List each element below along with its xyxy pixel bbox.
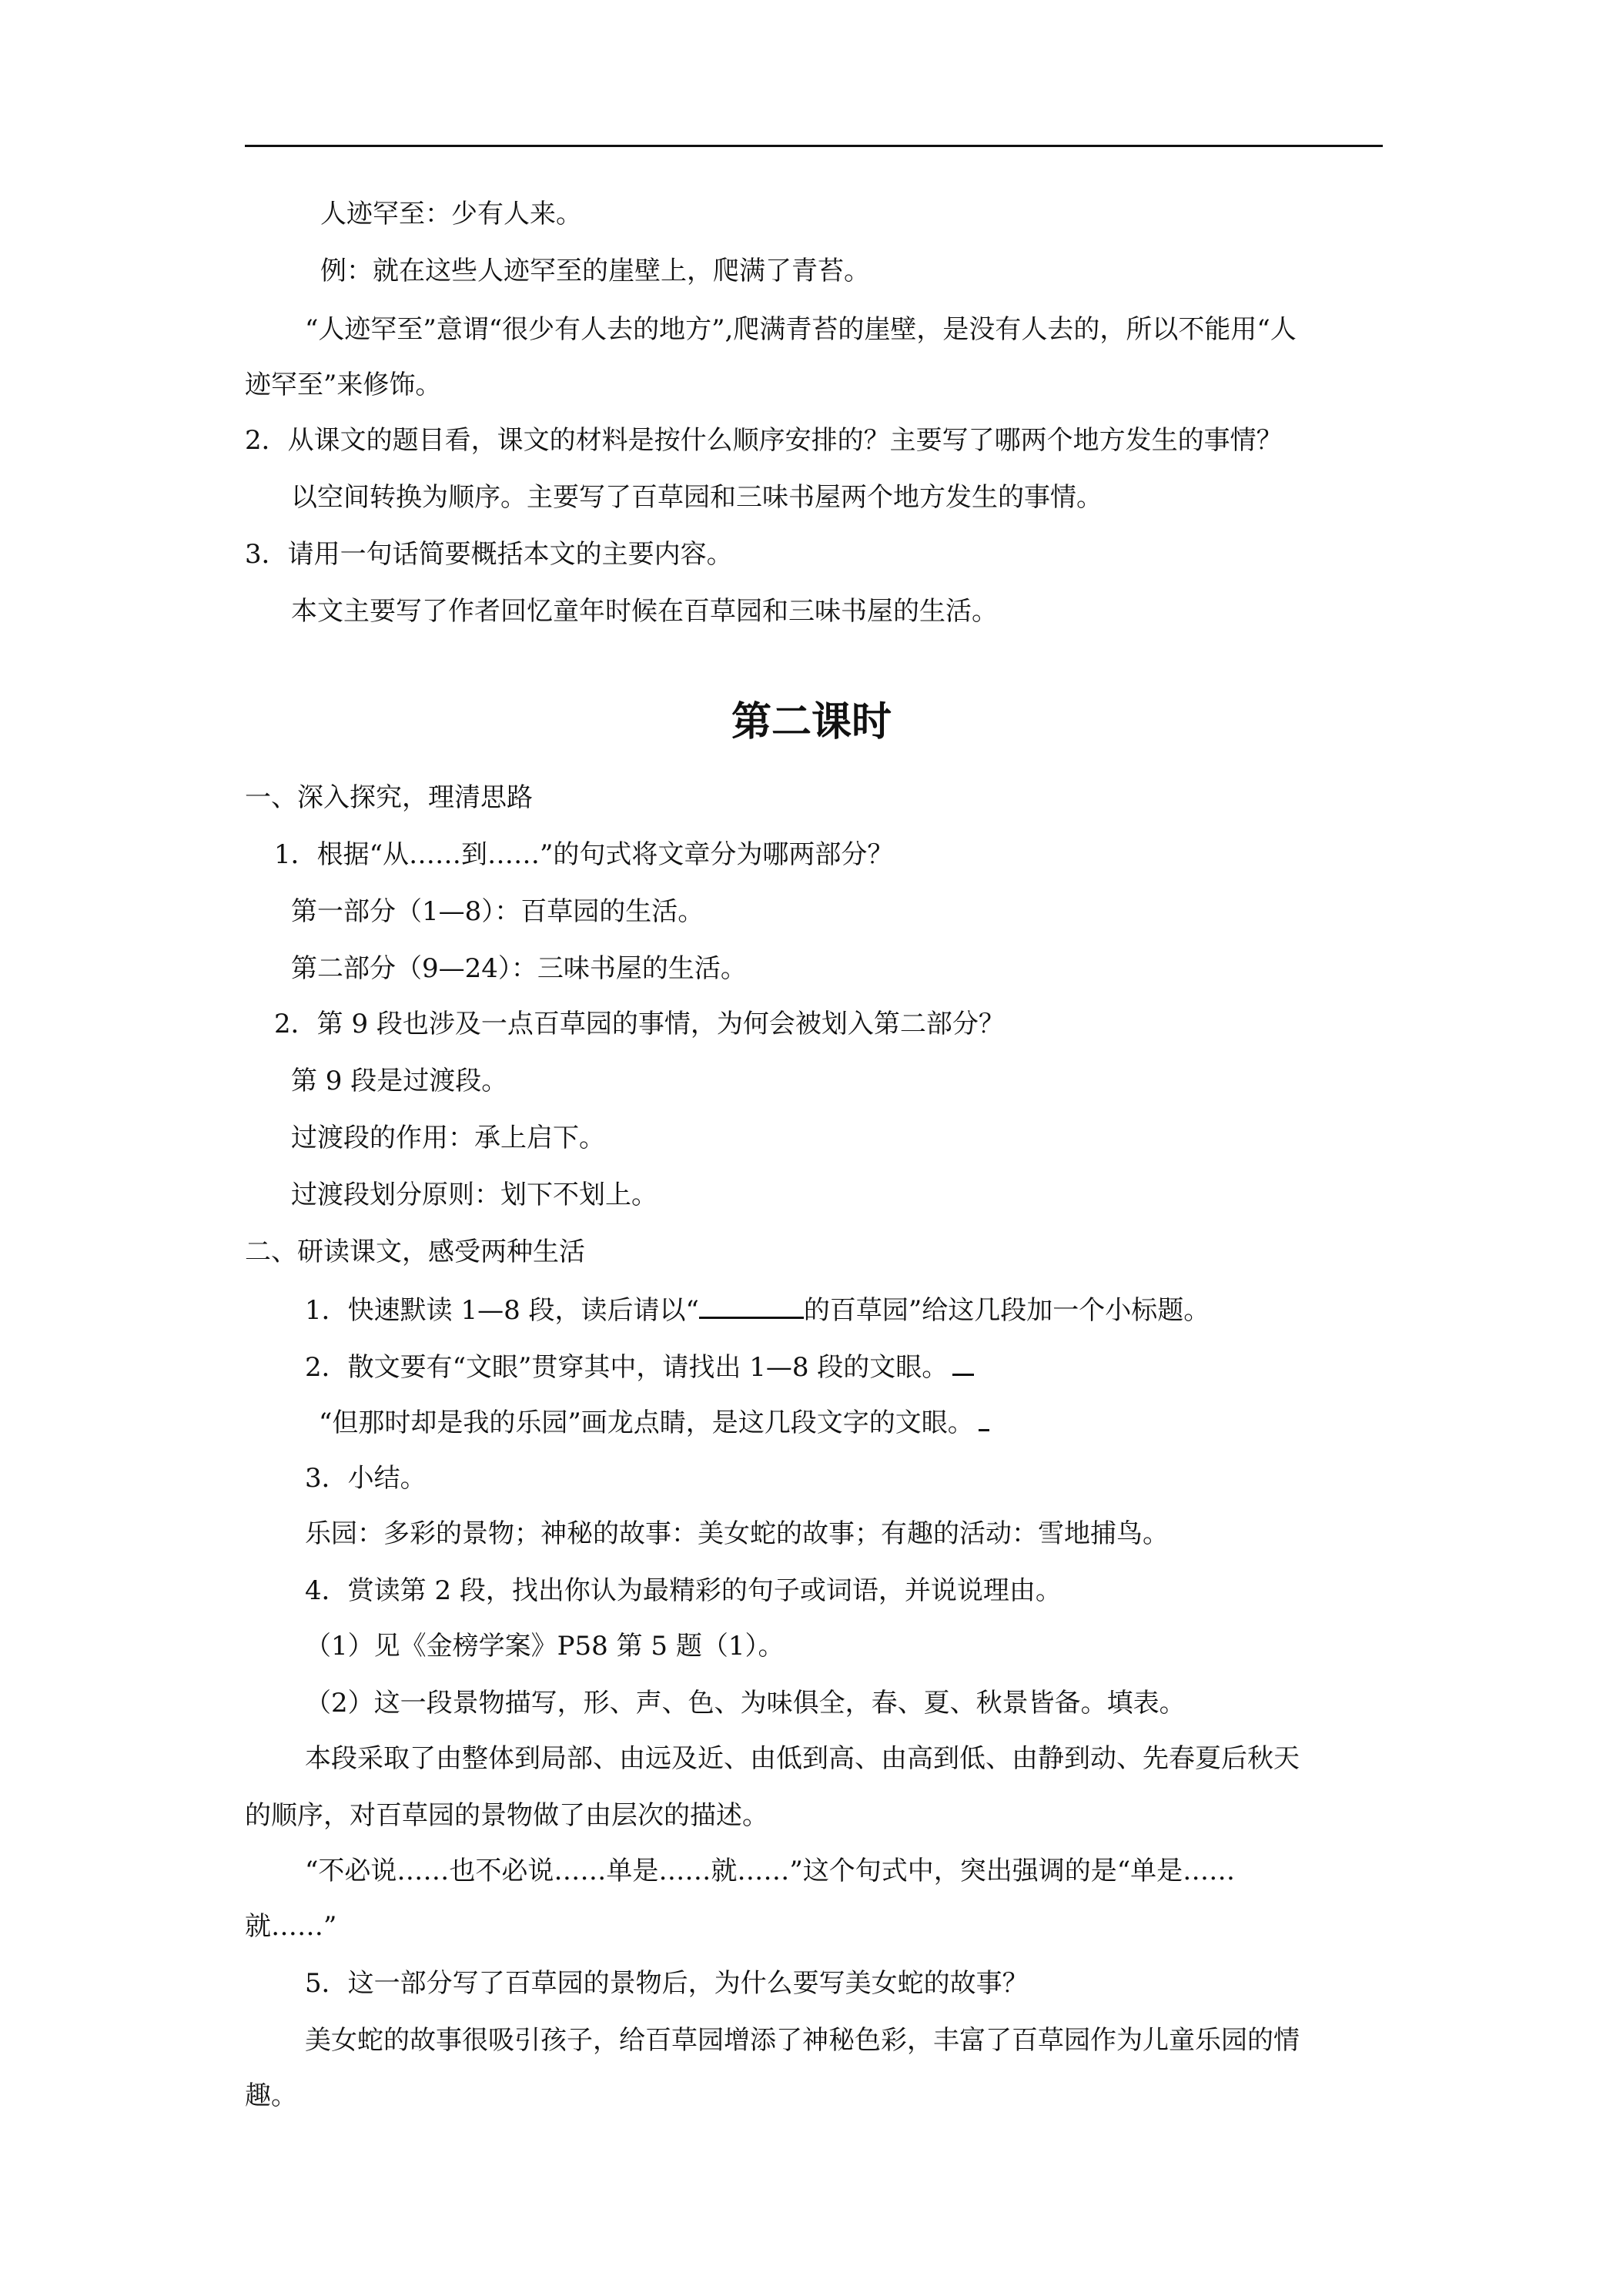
answer-underline-2 <box>979 1406 989 1431</box>
paragraph-line-1: 本段采取了由整体到局部、由远及近、由低到高、由高到低、由静到动、先春夏后秋天 <box>305 1743 1300 1774</box>
header-rule <box>245 145 1383 147</box>
question-2-1: 1．根据“从……到……”的句式将文章分为哪两部分？ <box>274 839 894 870</box>
section-title: 第二课时 <box>731 699 892 745</box>
question-3: 3．请用一句话简要概括本文的主要内容。 <box>245 539 733 570</box>
question-2-2: 2．第 9 段也涉及一点百草园的事情，为何会被划入第二部分？ <box>274 1009 1005 1039</box>
question-2-4: 4．赏读第 2 段，找出你认为最精彩的句子或词语，并说说理由。 <box>305 1575 1062 1606</box>
definition-line: 人迹罕至：少有人来。 <box>320 199 582 229</box>
answer-wenyan: “但那时却是我的乐园”画龙点睛，是这几段文字的文眼。 <box>319 1407 974 1438</box>
answer-2-5-line-1: 美女蛇的故事很吸引孩子，给百草园增添了神秘色彩，丰富了百草园作为儿童乐园的情 <box>305 2025 1300 2056</box>
answer-2-2-a: 第 9 段是过渡段。 <box>291 1066 508 1096</box>
answer-wenyan-line <box>319 1406 989 1438</box>
example-line: 例：就在这些人迹罕至的崖壁上，爬满了青苔。 <box>320 256 870 286</box>
question-2: 2．从课文的题目看，课文的材料是按什么顺序安排的？主要写了哪两个地方发生的事情？ <box>245 425 1283 456</box>
summary-text: 乐园：多彩的景物；神秘的故事：美女蛇的故事；有趣的活动：雪地捕鸟。 <box>305 1518 1169 1549</box>
answer-2-2-b: 过渡段的作用：承上启下。 <box>291 1123 605 1153</box>
explanation-line-1: “人迹罕至”意谓“很少有人去的地方”,爬满青苔的崖壁，是没有人去的，所以不能用“人 <box>305 314 1297 345</box>
question-wenyan-line <box>305 1350 974 1383</box>
sentence-pattern-line-2: 就……” <box>245 1911 337 1942</box>
paragraph-line-2: 的顺序，对百草园的景物做了由层次的描述。 <box>245 1800 768 1831</box>
answer-2-4-2: （2）这一段景物描写，形、声、色、为味俱全，春、夏、秋景皆备。填表。 <box>305 1688 1186 1719</box>
question-2-5: 5．这一部分写了百草园的景物后，为什么要写美女蛇的故事？ <box>305 1968 1029 1999</box>
sentence-pattern-line-1: “不必说……也不必说……单是……就……”这个句式中，突出强调的是“单是…… <box>305 1856 1236 1886</box>
heading-1: 一、深入探究，理清思路 <box>245 782 533 813</box>
question-blank-prefix: 1．快速默读 1—8 段，读后请以“ <box>305 1295 699 1326</box>
question-wenyan: 2．散文要有“文眼”贯穿其中，请找出 1—8 段的文眼。 <box>305 1352 949 1383</box>
answer-underline <box>952 1350 974 1376</box>
answer-part-1: 第一部分（1—8）：百草园的生活。 <box>291 896 704 927</box>
answer-part-2: 第二部分（9—24）：三味书屋的生活。 <box>291 953 747 984</box>
answer-2: 以空间转换为顺序。主要写了百草园和三味书屋两个地方发生的事情。 <box>291 482 1103 513</box>
summary-heading: 3．小结。 <box>305 1463 427 1494</box>
answer-3: 本文主要写了作者回忆童年时候在百草园和三味书屋的生活。 <box>291 596 998 627</box>
question-blank-suffix: 的百草园”给这几段加一个小标题。 <box>803 1295 1210 1326</box>
answer-2-2-c: 过渡段划分原则：划下不划上。 <box>291 1180 658 1210</box>
question-blank-line <box>305 1294 1210 1326</box>
answer-2-5-line-2: 趣。 <box>245 2080 297 2111</box>
fill-blank <box>699 1294 804 1319</box>
explanation-line-2: 迹罕至”来修饰。 <box>245 370 442 400</box>
answer-2-4-1: （1）见《金榜学案》P58 第 5 题（1）。 <box>305 1631 785 1662</box>
heading-2: 二、研读课文，感受两种生活 <box>245 1237 585 1267</box>
